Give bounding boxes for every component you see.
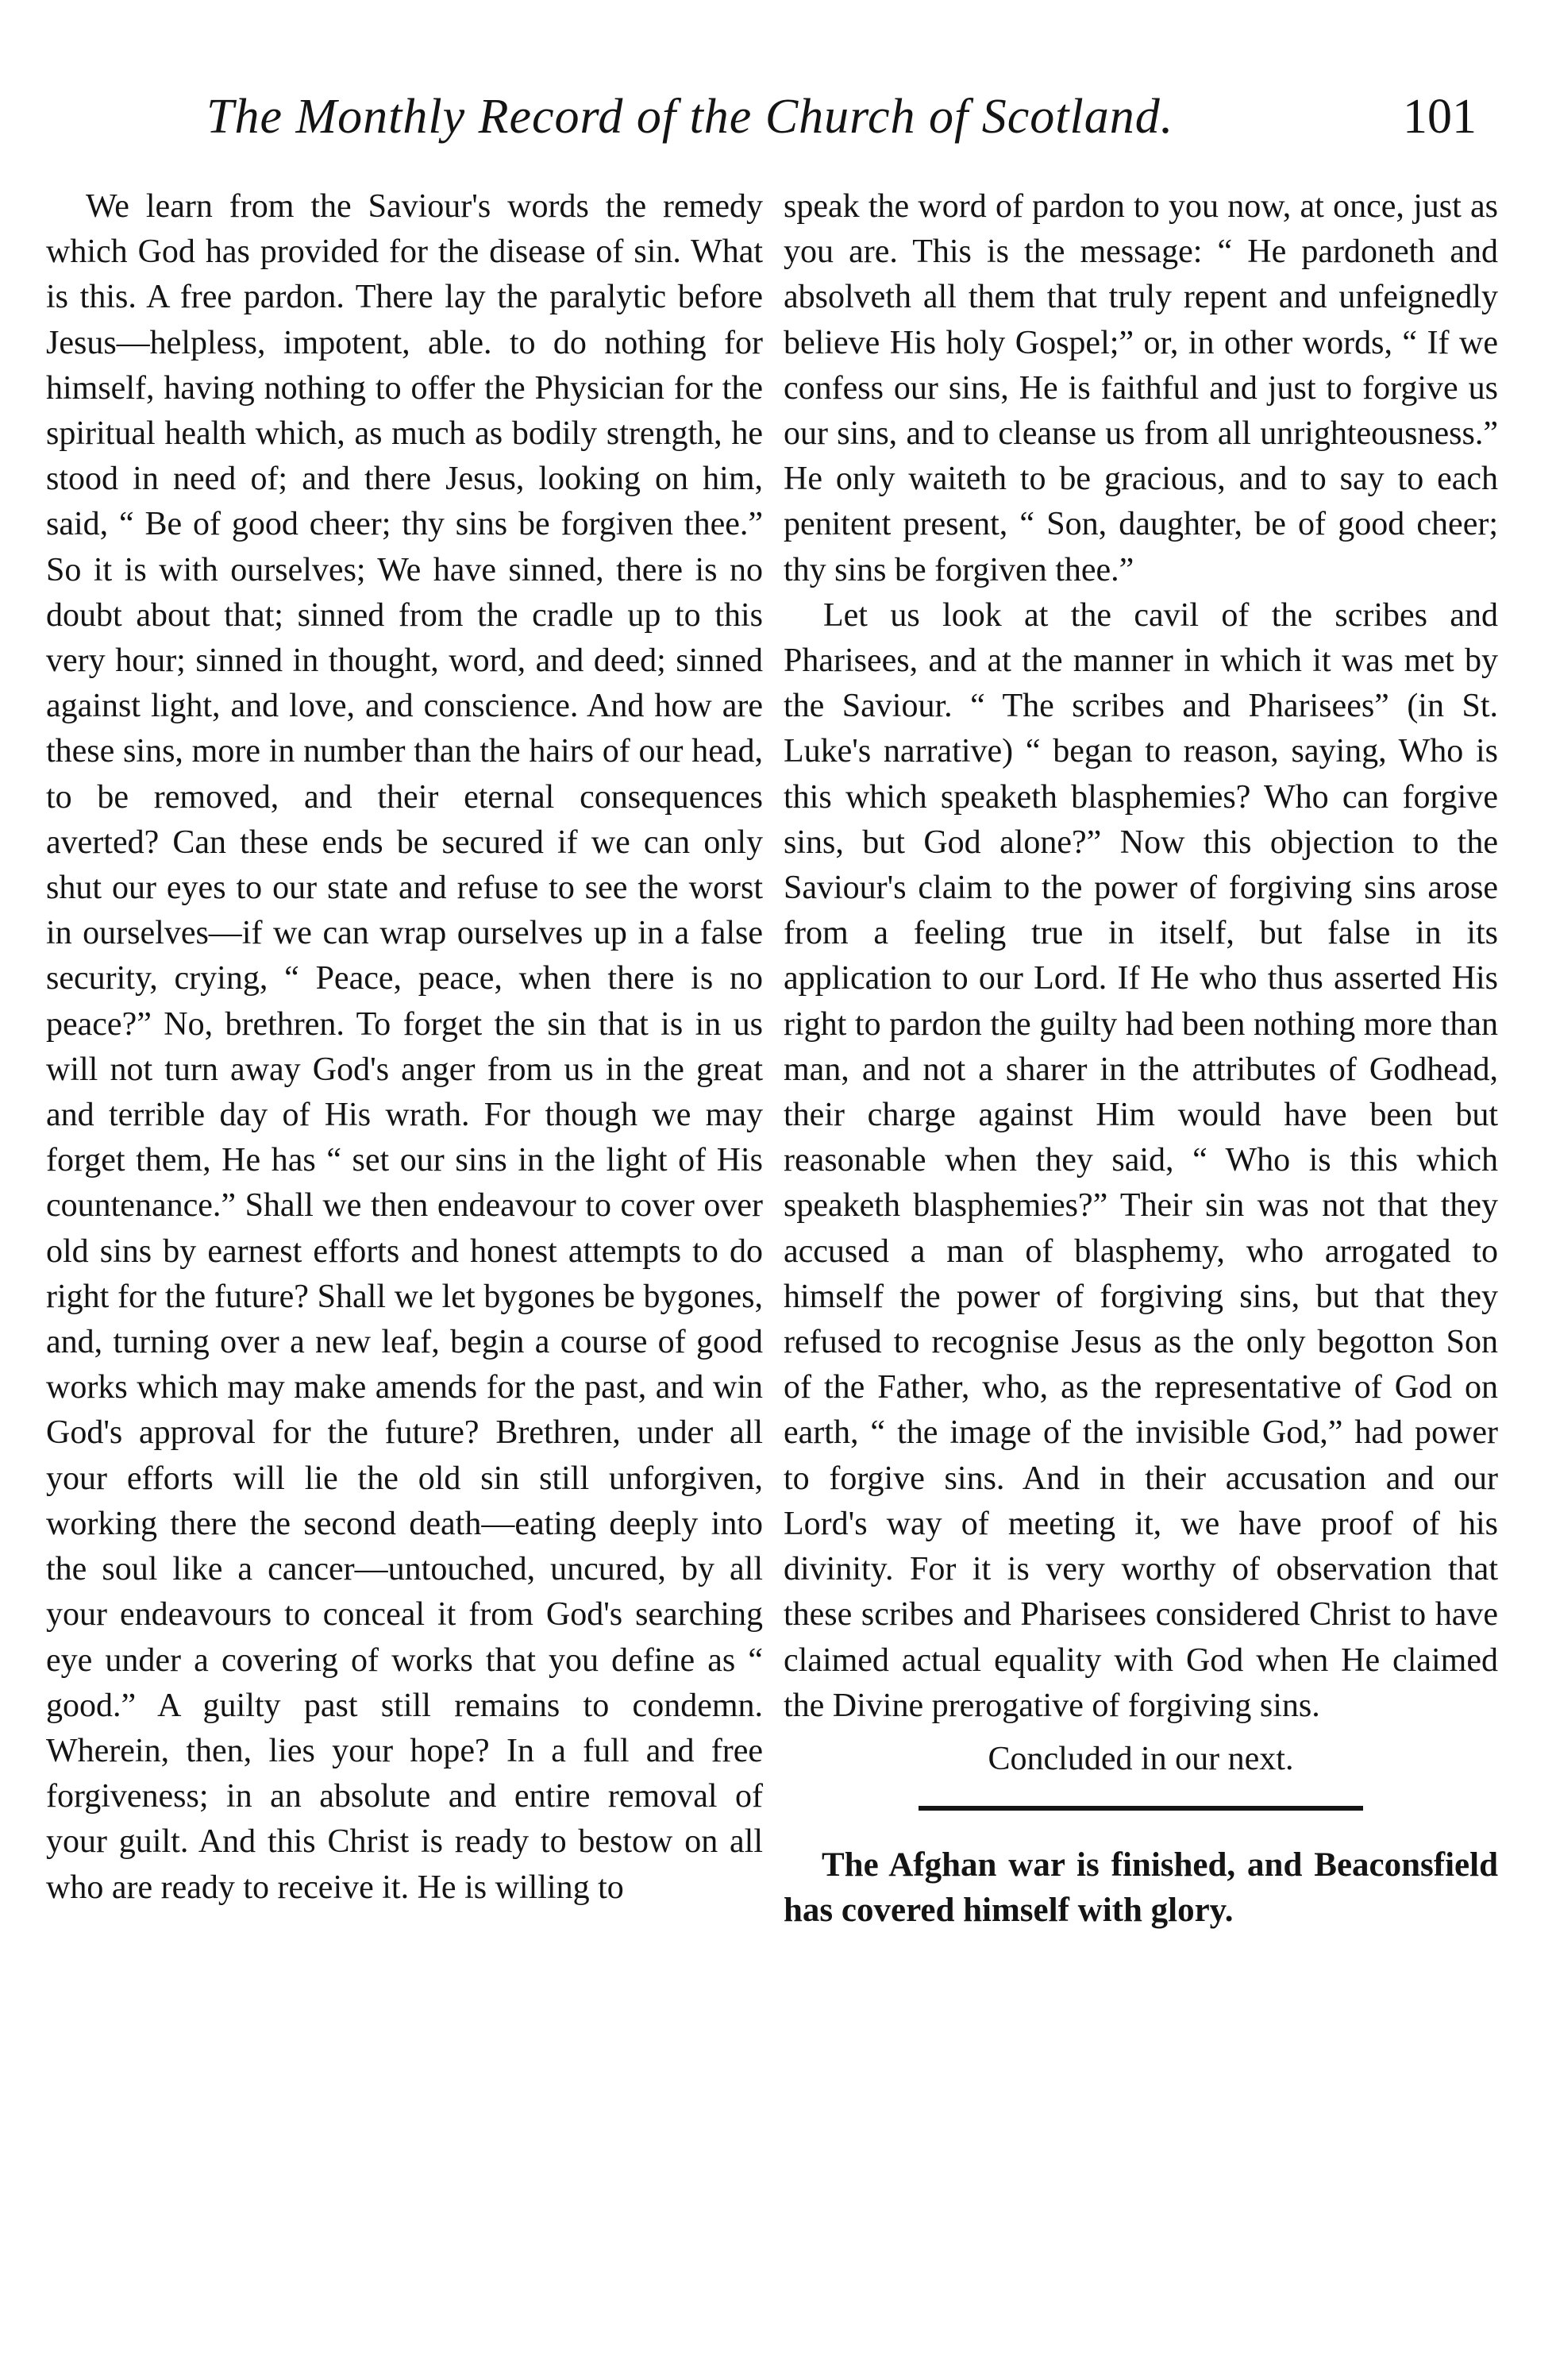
afghan-war-note: The Afghan war is finished, and Beaconsfield has covered himself with glory. bbox=[784, 1846, 1498, 1930]
right-column-paragraph-continued: speak the word of pardon to you now, at once, just as you are. This is the message: “ He pardoneth and absolveth all them that truly repent and unfeignedly believe His holy Gospel;” or, in other words, “ If we confess our sins, He is faithful and just to forgive us our sins, and to cleanse us from all unrighteousness.” He only waiteth to be gracious, and to say to each penitent present, “ Son, daughter, be of good cheer; thy sins be forgiven thee.” bbox=[784, 188, 1498, 588]
page-number: 101 bbox=[1403, 90, 1477, 144]
concluded-notice: Concluded in our next. bbox=[988, 1740, 1294, 1777]
left-column bbox=[46, 184, 763, 1911]
right-column-paragraph: Let us look at the cavil of the scribes and Pharisees, and at the manner in which it was met by the Saviour. “ The scribes and Pharisees” (in St. Luke's narrative) “ began to reason, saying, Who is this which speaketh blasphemies? Who can forgive sins, but God alone?” Now this objection to the Saviour's claim to the power of forgiving sins arose from a feeling true in itself, but false in its application to our Lord. If He who thus asserted His right to pardon the guilty had been nothing more than man, and not a sharer in the attributes of Godhead, their charge against Him would have been but reasonable when they said, “ Who is this which speaketh blasphemies?” Their sin was not that they accused a man of blasphemy, who arrogated to himself the power of forgiving sins, but that they refused to recognise Jesus as the only begotton Son of the Father, who, as the representative of God on earth, “ the image of the invisible God,” had power to forgive sins. And in their accusation and our Lord's way of meeting it, we have proof of his divinity. For it is very worthy of observation that these scribes and Pharisees considered Christ to have claimed actual equality with God when He claimed the Divine prerogative of forgiving sins. bbox=[784, 596, 1498, 1724]
left-column-paragraph: We learn from the Saviour's words the remedy which God has provided for the disease of sin. What is this. A free pardon. There lay the paralytic before Jesus—helpless, impotent, able. to do nothing for himself, having nothing to offer the Physician for the spiritual health which, as much as bodily strength, he stood in need of; and there Jesus, looking on him, said, “ Be of good cheer; thy sins be forgiven thee.” So it is with ourselves; We have sinned, there is no doubt about that; sinned from the cradle up to this very hour; sinned in thought, word, and deed; sinned against light, and love, and conscience. And how are these sins, more in number than the hairs of our head, to be removed, and their eternal consequences averted? Can these ends be secured if we can only shut our eyes to our state and refuse to see the worst in ourselves—if we can wrap ourselves up in a false security, crying, “ Peace, peace, when there is no peace?” No, brethren. To forget the sin that is in us will not turn away God's anger from us in the great and terrible day of His wrath. For though we may forget them, He has “ set our sins in the light of His countenance.” Shall we then endeavour to cover over old sins by earnest efforts and honest attempts to do right for the future? Shall we let bygones be bygones, and, turning over a new leaf, begin a course of good works which may make amends for the past, and win God's approval for the future? Brethren, under all your efforts will lie the old sin still unforgiven, working there the second death—eating deeply into the soul like a cancer—untouched, uncured, by all your endeavours to conceal it from God's searching eye under a covering of works that you define as “ good.” A guilty past still remains to condemn. Wherein, then, lies your hope? In a full and free forgiveness; in an absolute and entire removal of your guilt. And this Christ is ready to bestow on all who are ready to receive it. He is willing to bbox=[46, 188, 763, 1906]
right-column bbox=[784, 184, 1498, 1934]
section-divider bbox=[919, 1806, 1363, 1811]
running-title: The Monthly Record of the Church of Scotland. bbox=[206, 90, 1174, 144]
running-head bbox=[206, 89, 1477, 160]
